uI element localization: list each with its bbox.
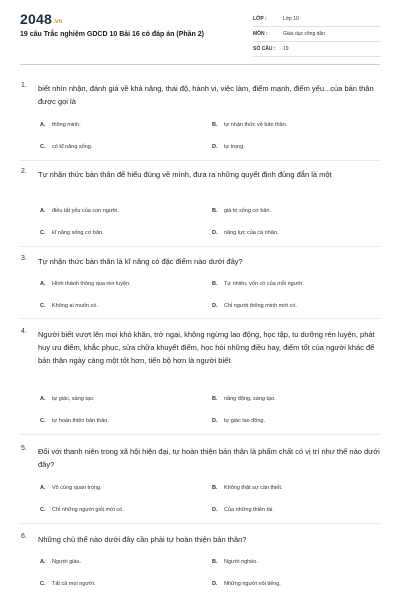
question-number: 4.	[21, 328, 27, 335]
option-letter: C.	[40, 418, 46, 424]
question-2	[20, 168, 382, 248]
question-divider	[20, 246, 380, 247]
option-letter: D.	[212, 581, 218, 587]
option-letter: B.	[212, 281, 218, 287]
option-letter: A.	[40, 208, 46, 214]
option-c[interactable]	[40, 144, 92, 150]
option-c[interactable]	[40, 418, 109, 424]
option-letter: D.	[212, 507, 218, 513]
option-text: Chỉ những người giỏi mới có.	[52, 507, 124, 513]
option-letter: C.	[40, 507, 46, 513]
page-title: 19 câu Trắc nghiệm GDCD 10 Bài 16 có đáp án (Phần 2)	[20, 31, 205, 38]
meta-value: Lớp 10	[283, 16, 299, 22]
question-text: Người biết vượt lên mọi khó khăn, trở ngại, không ngừng lao động, học tập, tu dưỡng rèn luyện, phát huy ưu điểm, khắc phục, sửa chữa khuyết điểm, học hỏi những điều hay, điểm tốt của người khác để bản thân ngày càng một tốt hơn, tiến bộ hơn là người biết	[38, 330, 375, 365]
option-d[interactable]	[212, 581, 281, 587]
question-text: Đối với thanh niên trong xã hội hiện đại, tự hoàn thiện bản thân là phẩm chất có vị trí như thế nào dưới đây?	[38, 447, 380, 469]
question-6	[20, 533, 382, 599]
question-number: 5.	[21, 445, 27, 452]
option-b[interactable]	[212, 396, 276, 402]
meta-value: Giáo dục công dân	[283, 31, 325, 37]
option-text: Chỉ người thông minh mới có.	[224, 303, 297, 309]
option-a[interactable]	[40, 396, 95, 402]
logo-suffix: .vn	[52, 19, 63, 25]
question-4	[20, 328, 382, 434]
question-text: Tự nhận thức bản thân là kĩ năng có đặc điểm nào dưới đây?	[38, 257, 243, 266]
option-letter: A.	[40, 122, 46, 128]
page-header	[0, 0, 400, 62]
option-b[interactable]	[212, 208, 271, 214]
option-letter: B.	[212, 396, 218, 402]
question-divider	[20, 318, 380, 319]
option-text: tự trọng.	[224, 144, 245, 150]
option-letter: C.	[40, 144, 46, 150]
option-text: Của những thiên tài.	[224, 507, 274, 513]
option-text: Không thật sự cần thiết.	[224, 485, 283, 491]
option-letter: C.	[40, 303, 46, 309]
option-b[interactable]	[212, 281, 304, 287]
option-text: năng lực của cá nhân.	[224, 230, 279, 236]
option-c[interactable]	[40, 581, 95, 587]
option-text: giá trị sống cơ bản.	[224, 208, 272, 214]
option-letter: A.	[40, 281, 46, 287]
meta-row-subject	[253, 27, 381, 42]
site-logo[interactable]	[20, 11, 62, 27]
question-1	[20, 82, 382, 162]
question-divider	[20, 434, 380, 435]
option-b[interactable]	[212, 122, 287, 128]
meta-key: SỐ CÂU :	[253, 46, 276, 52]
option-text: Tất cả mọi người.	[52, 581, 96, 587]
question-number: 1.	[21, 82, 27, 89]
option-letter: A.	[40, 559, 46, 565]
option-d[interactable]	[212, 144, 245, 150]
question-3	[20, 255, 382, 321]
option-letter: D.	[212, 418, 218, 424]
option-a[interactable]	[40, 281, 131, 287]
option-c[interactable]	[40, 303, 98, 309]
option-letter: D.	[212, 230, 218, 236]
question-text: Tự nhận thức bản thân để hiểu đúng về mình, đưa ra những quyết định đúng đắn là một	[38, 170, 332, 179]
option-text: tự nhận thức về bản thân.	[224, 122, 288, 128]
option-letter: C.	[40, 230, 46, 236]
option-letter: A.	[40, 485, 46, 491]
option-a[interactable]	[40, 208, 119, 214]
option-letter: B.	[212, 122, 218, 128]
question-divider	[20, 523, 380, 524]
header-divider	[20, 64, 380, 65]
meta-row-count	[253, 42, 381, 57]
option-letter: D.	[212, 303, 218, 309]
option-text: tự hoàn thiện bản thân.	[52, 418, 109, 424]
option-c[interactable]	[40, 230, 104, 236]
option-text: Những người nổi tiếng.	[224, 581, 281, 587]
option-text: Người giàu.	[52, 559, 81, 565]
option-d[interactable]	[212, 303, 297, 309]
option-letter: D.	[212, 144, 218, 150]
option-text: Tự nhiên, vốn có của mỗi người.	[224, 281, 304, 287]
option-text: năng động, sáng tạo.	[224, 396, 276, 402]
option-b[interactable]	[212, 485, 282, 491]
option-c[interactable]	[40, 507, 124, 513]
option-a[interactable]	[40, 485, 102, 491]
option-text: kĩ năng sống cơ bản.	[52, 230, 104, 236]
meta-key: MÔN :	[253, 31, 268, 37]
logo-main: 2048	[20, 11, 52, 27]
option-b[interactable]	[212, 559, 258, 565]
option-text: tự giác lao động.	[224, 418, 265, 424]
question-text: biết nhìn nhận, đánh giá về khả năng, thái độ, hành vi, việc làm, điểm mạnh, điểm yếu...của bản thân được gọi là	[38, 84, 374, 106]
question-number: 2.	[21, 168, 27, 175]
question-divider	[20, 160, 380, 161]
meta-key: LỚP :	[253, 16, 267, 22]
option-text: Hình thành thông qua rèn luyện.	[52, 281, 131, 287]
option-text: tự giác, sáng tạo.	[52, 396, 95, 402]
option-letter: A.	[40, 396, 46, 402]
option-d[interactable]	[212, 507, 274, 513]
option-text: có kĩ năng sống.	[52, 144, 93, 150]
meta-table	[253, 12, 381, 57]
question-number: 6.	[21, 533, 27, 540]
option-text: Vô cùng quan trọng.	[52, 485, 102, 491]
meta-row-class	[253, 12, 381, 27]
option-text: điều tất yếu của con người.	[52, 208, 119, 214]
meta-value: 19	[283, 46, 289, 52]
option-letter: B.	[212, 485, 218, 491]
option-text: Không ai muốn có.	[52, 303, 98, 309]
option-d[interactable]	[212, 230, 278, 236]
option-d[interactable]	[212, 418, 265, 424]
question-text: Những chủ thể nào dưới đây cần phải tự hoàn thiện bản thân?	[38, 535, 247, 544]
question-number: 3.	[21, 255, 27, 262]
option-text: Người nghèo.	[224, 559, 258, 565]
option-a[interactable]	[40, 559, 81, 565]
question-5	[20, 445, 382, 525]
option-letter: B.	[212, 208, 218, 214]
option-letter: B.	[212, 559, 218, 565]
option-a[interactable]	[40, 122, 81, 128]
option-letter: C.	[40, 581, 46, 587]
option-text: thông minh.	[52, 122, 81, 128]
